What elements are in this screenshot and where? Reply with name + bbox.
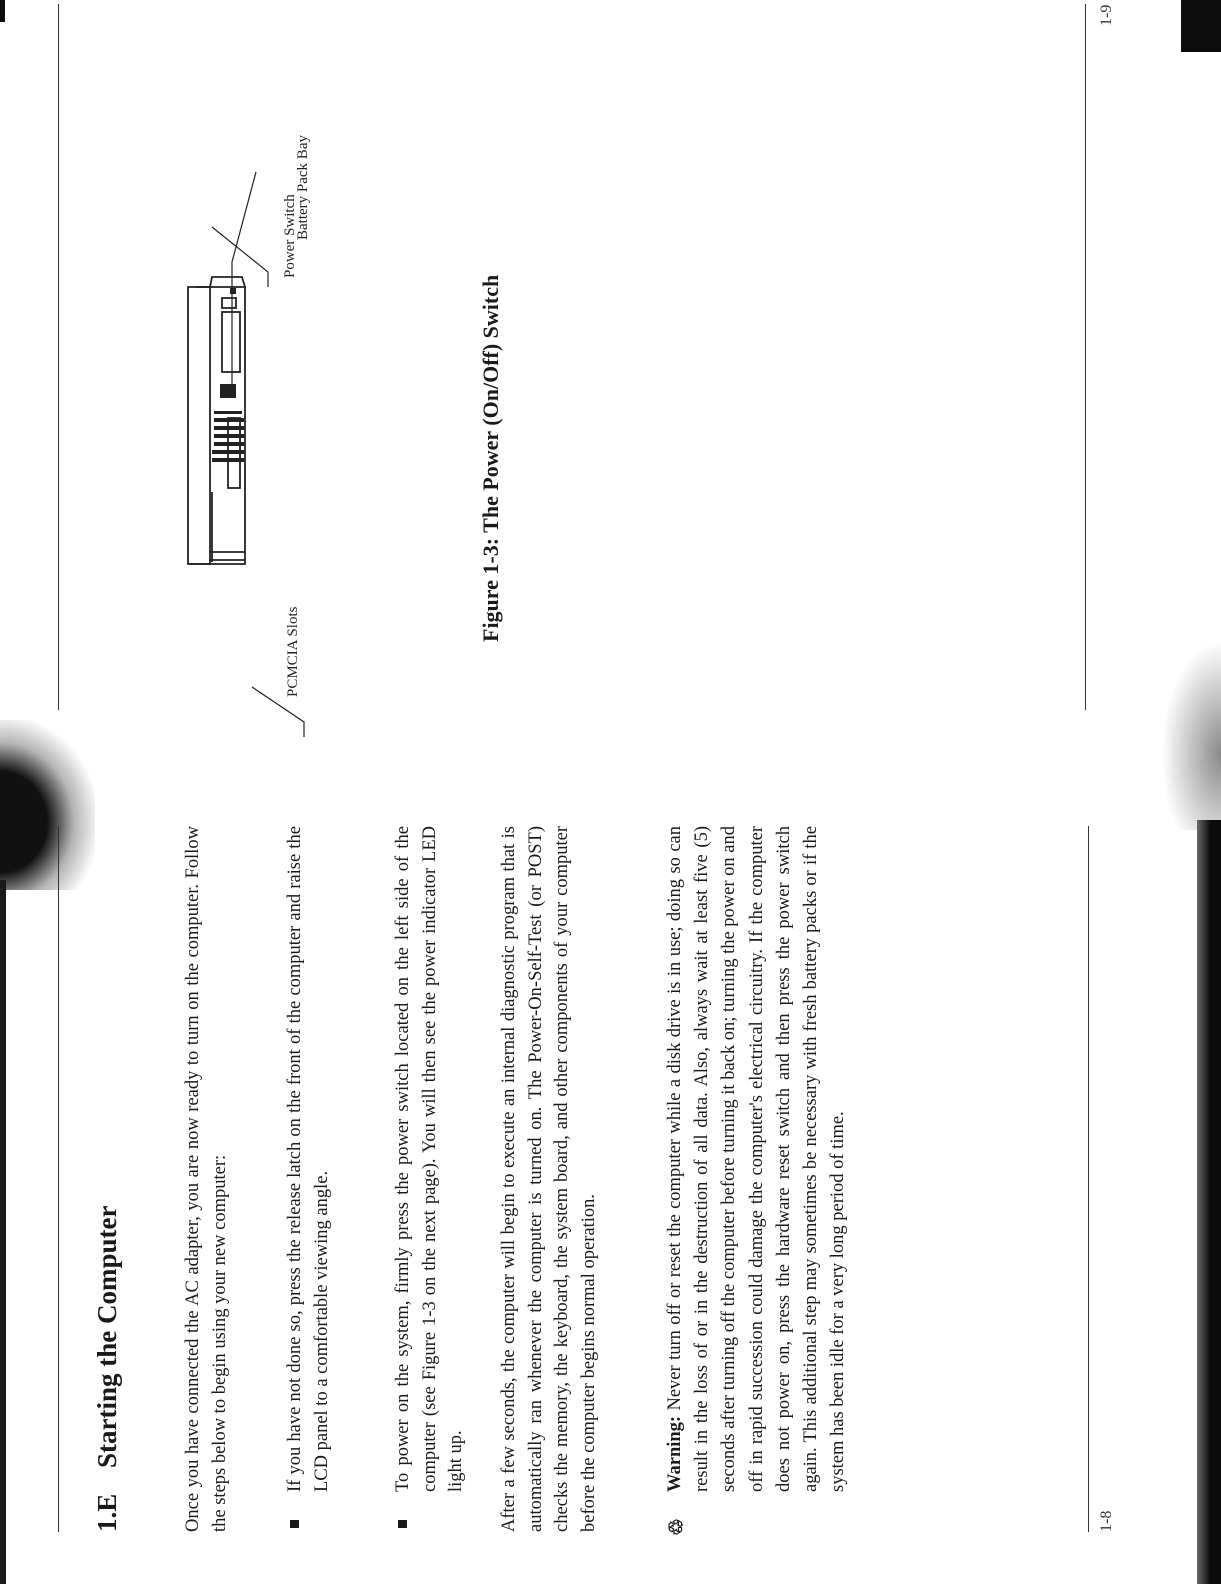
warning-label: Warning: (665, 1415, 685, 1492)
list-item (390, 826, 470, 1532)
post-paragraph: After a few seconds, the computer will begin to execute an internal diagnostic program that is automatically ran whenever the computer is turned on. The Power-On-Self-Test (or POST) checks the memory, the keyboard, the system board, and other components of your computer before the computer begins normal operation. (499, 826, 599, 1532)
bullet-text: To power on the system, firmly press the power switch located on the left side of the computer (see Figure 1-3 on the next page). You will then see the power indicator LED light up. (393, 826, 466, 1492)
warning-body: Never turn off or reset the computer while a disk drive is in use; doing so can result in the loss of or in the destruction of all data. Also, always wait at least five (5) seconds after turning off the computer before turning it back on; turning the power on and off in rapid succession could damage the computer's electrical circuitry. If the computer does not power on, press the hardware reset switch and then press the power switch again. This additional step may sometimes be necessary with fresh battery packs or if the system has been idle for a very long period of time. (665, 826, 849, 1492)
bullet-text: If you have not done so, press the release latch on the front of the computer and raise the LCD panel to a comfortable viewing angle. (285, 826, 332, 1492)
top-rule (58, 826, 59, 1532)
bullet-icon (290, 1520, 299, 1528)
warning-block (662, 826, 852, 1536)
figure-caption: Figure 1-3: The Power (On/Off) Switch (478, 274, 503, 642)
bottom-rule (1088, 826, 1089, 1532)
pcmcia-label: PCMCIA Slots (285, 606, 301, 697)
manual-page-1-8 (0, 768, 1221, 1584)
bullet-icon (398, 1520, 407, 1528)
page-number: 1-9 (1098, 4, 1115, 26)
section-heading (92, 1206, 123, 1532)
intro-paragraph: Once you have connected the AC adapter, you are now ready to turn on the computer. Follow the steps below to begin using your new computer: (183, 826, 230, 1532)
section-title: Starting the Computer (92, 1205, 122, 1468)
power-switch-label: Power Switch (282, 194, 298, 278)
battery-bay-label: Battery Pack Bay (295, 135, 311, 240)
list-item (282, 826, 335, 1532)
page-number: 1-8 (1098, 1510, 1115, 1532)
section-number: 1.E (92, 1493, 122, 1532)
bottom-rule (1085, 4, 1086, 710)
warning-text (662, 826, 852, 1492)
warning-icon: ♲ (666, 1518, 688, 1536)
